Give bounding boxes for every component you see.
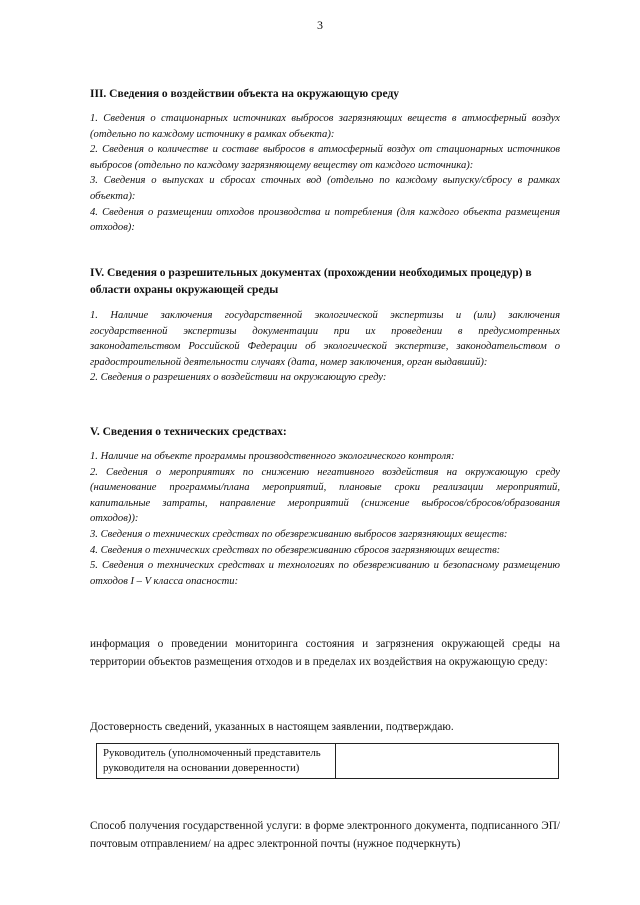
confirmation-text: Достоверность сведений, указанных в настоящем заявлении, подтверждаю.	[90, 721, 454, 733]
section-5-item: 4. Сведения о технических средствах по обезвреживанию сбросов загрязняющих веществ:	[90, 544, 501, 556]
section-3-items	[90, 111, 560, 236]
signature-table	[96, 743, 559, 779]
section-3-item: 3. Сведения о выпусках и сбросах сточных вод (отдельно по каждому выпуску/сбросу в рамках объекта):	[90, 175, 560, 202]
section-4-heading: IV. Сведения о разрешительных документах (прохождении необходимых процедур) в области охраны окружающей среды	[90, 267, 532, 296]
signature-label: Руководитель (уполномоченный представитель руководителя на основании доверенности)	[97, 744, 336, 779]
section-3-heading: III. Сведения о воздействии объекта на окружающую среду	[90, 88, 400, 100]
signature-field[interactable]	[336, 744, 559, 779]
section-5-items	[90, 449, 560, 589]
section-4-items	[90, 308, 560, 386]
section-5-item: 1. Наличие на объекте программы производственного экологического контроля:	[90, 451, 455, 462]
page-number: 3	[317, 18, 323, 32]
section-3-item: 2. Сведения о количестве и составе выбросов в атмосферный воздух от стационарных источников выбросов (отдельно по каждому загрязняющему веществу от каждого источника):	[90, 144, 560, 171]
section-3-item: 4. Сведения о размещении отходов производства и потребления (для каждого объекта размещения отходов):	[90, 206, 560, 234]
section-3-item: 1. Сведения о стационарных источниках выбросов загрязняющих веществ в атмосферный воздух (отдельно по каждому источнику в рамках объекта):	[90, 113, 560, 140]
section-4-item: 2. Сведения о разрешениях о воздействии на окружающую среду:	[90, 372, 387, 384]
section-5-item: 3. Сведения о технических средствах по обезвреживанию выбросов загрязняющих веществ:	[90, 528, 508, 540]
section-5-item: 2. Сведения о мероприятиях по снижению негативного воздействия на окружающую среду (наименование программы/плана мероприятий, плановые сроки реализации мероприятий, капитальные затраты, направление мероприятий (снижение выбросов/сбросов/образования отходов)):	[90, 466, 560, 525]
section-5-item: 5. Сведения о технических средствах и технологиях по обезвреживанию и безопасному размещению отходов I – V класса опасности:	[90, 560, 560, 587]
monitoring-text: информация о проведении мониторинга состояния и загрязнения окружающей среды на территории объектов размещения отходов и в пределах их воздействия на окружающую среду:	[90, 638, 560, 668]
table-row	[97, 744, 559, 779]
delivery-method-text: Способ получения государственной услуги: в форме электронного документа, подписанного ЭП/ почтовым отправлением/ на адрес электронной почты (нужное подчеркнуть)	[90, 820, 560, 850]
section-5-heading: V. Сведения о технических средствах:	[90, 426, 287, 438]
section-4-item: 1. Наличие заключения государственной экологической экспертизы и (или) заключения государственной экспертизы документации при их проведении в предусмотренных законодательством Российской Федерации об экологической экспертизе, законодательством о градостроительной деятельности случаях (дата, номер заключения, орган выдавший):	[90, 310, 560, 368]
